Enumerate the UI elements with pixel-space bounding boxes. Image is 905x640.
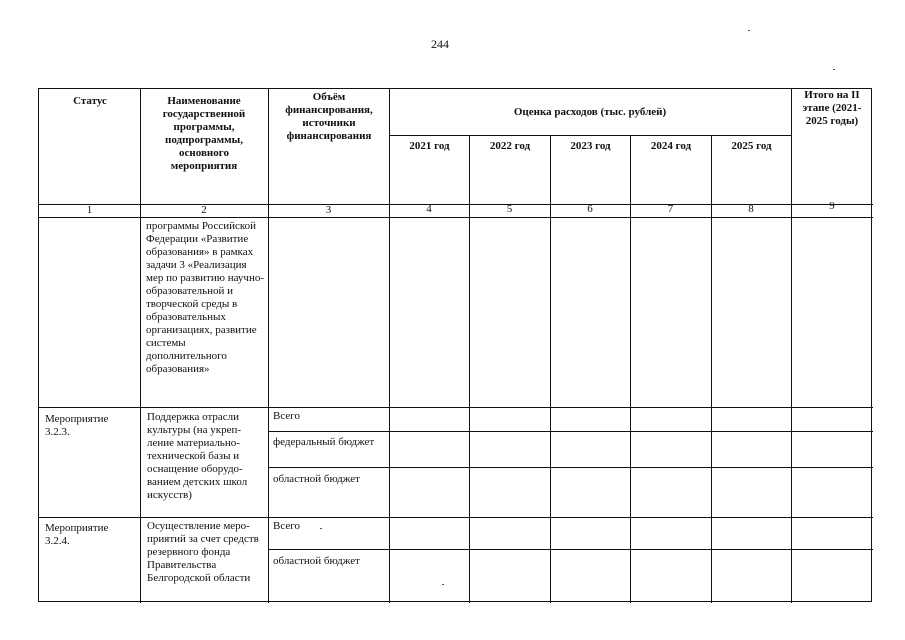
header-year-2025: 2025 год xyxy=(731,140,772,152)
scan-speck xyxy=(833,69,835,70)
row-divider xyxy=(39,407,873,408)
event-3-2-4-source-regional: областной бюджет xyxy=(273,555,360,567)
header-name: Наименование государственной программы, подпрограммы, основного мероприятия xyxy=(162,95,246,172)
column-number-6: 6 xyxy=(587,203,593,215)
column-number-9: 9 xyxy=(829,200,835,212)
header-year-2024: 2024 год xyxy=(650,140,692,152)
header-year-2021: 2021 год xyxy=(409,140,450,152)
column-divider xyxy=(140,89,141,603)
column-number-2: 2 xyxy=(201,204,207,216)
page-number: 244 xyxy=(431,37,449,51)
budget-table xyxy=(38,88,872,602)
event-3-2-4-status: Мероприятие 3.2.4. xyxy=(45,522,109,547)
event-3-2-3-name: Поддержка отрасли культуры (на укреп-ление материально-технической базы и оснащение оборудо-ванием детских школ искусств) xyxy=(147,411,248,501)
header-year-2022: 2022 год xyxy=(489,140,531,152)
event-3-2-3-source-federal: федеральный бюджет xyxy=(273,436,375,448)
column-divider xyxy=(389,89,390,603)
row-divider xyxy=(39,517,873,518)
event-3-2-3-status: Мероприятие 3.2.3. xyxy=(45,413,109,438)
column-number-4: 4 xyxy=(426,203,432,215)
header-estimate: Оценка расходов (тыс. рублей) xyxy=(513,106,667,118)
event-3-2-4-source-total: Всего xyxy=(273,520,300,532)
scan-speck xyxy=(748,30,750,31)
column-number-8: 8 xyxy=(748,203,754,215)
scan-speck xyxy=(442,584,444,585)
event-3-2-3-source-total: Всего xyxy=(273,410,300,422)
header-total: Итого на II этапе (2021-2025 годы) xyxy=(802,89,862,127)
row-divider xyxy=(268,431,873,432)
event-3-2-4-name: Осуществление меро-приятий за счет средств резервного фонда Правительства Белгородской области xyxy=(147,520,259,584)
column-divider xyxy=(268,89,269,603)
column-number-3: 3 xyxy=(325,204,332,216)
column-number-7: 7 xyxy=(667,203,674,215)
event-3-2-3-source-regional: областной бюджет xyxy=(273,473,360,485)
header-year-2023: 2023 год xyxy=(570,140,611,152)
column-divider xyxy=(791,89,792,603)
header-volume: Объём финансирования, источники финансирования xyxy=(285,91,373,142)
row-divider xyxy=(268,467,873,468)
scan-speck xyxy=(320,528,322,529)
column-number-1: 1 xyxy=(86,204,93,216)
continuation-name: программы Российской Федерации «Развитие образования» в рамках задачи 3 «Реализация мер по развитию научно-образовательной и творческой среды в образовательных организациях, развитие системы дополнительного образования» xyxy=(146,220,264,375)
row-divider xyxy=(39,217,873,218)
row-divider xyxy=(389,135,791,136)
row-divider xyxy=(268,549,873,550)
column-number-5: 5 xyxy=(506,203,513,215)
header-status: Статус xyxy=(73,95,107,107)
